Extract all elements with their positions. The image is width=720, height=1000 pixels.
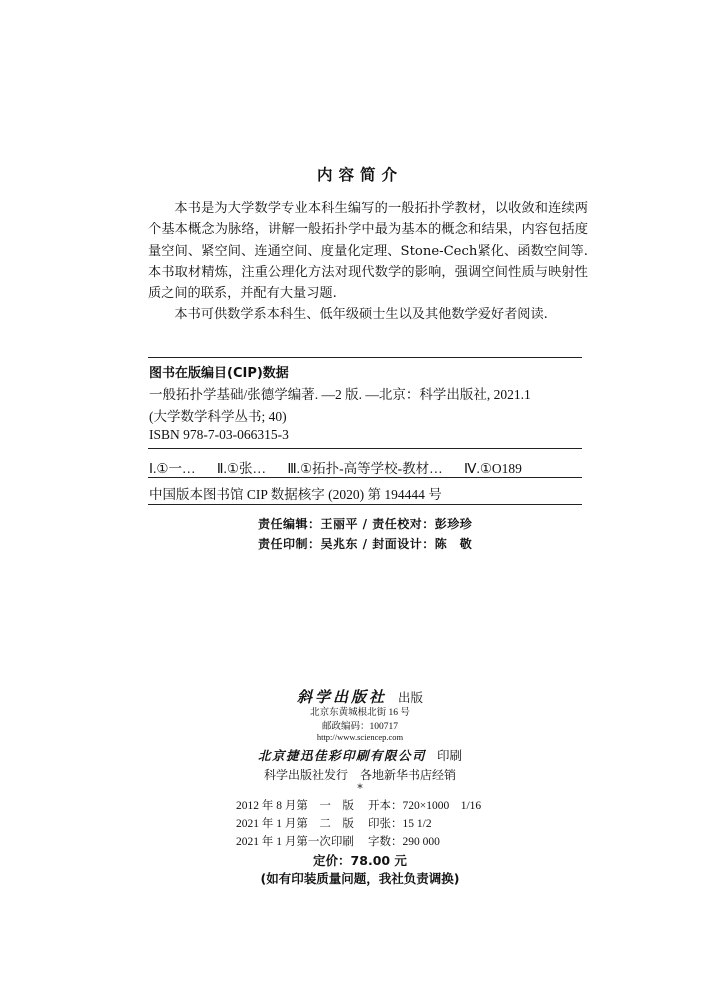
credits-production: 责任印制：吴兆东 / 封面设计：陈 敬 xyxy=(258,537,473,551)
format: 开本：720×1000 1/16 xyxy=(368,800,482,812)
specs-row-3 xyxy=(236,833,440,849)
cip-heading: 图书在版编目(CIP)数据 xyxy=(149,366,289,381)
printing: 2021 年 1 月第一次印刷 xyxy=(236,836,354,848)
specs-row-2 xyxy=(236,815,432,831)
quality-note: (如有印装质量问题，我社负责调换) xyxy=(260,871,460,886)
price: 定价：78.00 元 xyxy=(313,853,407,868)
cip-bottom-rule xyxy=(148,504,582,505)
cip-class-2: Ⅱ.①张… xyxy=(216,461,266,476)
cip-class-1: Ⅰ.①一… xyxy=(149,461,196,476)
sheets: 印张：15 1/2 xyxy=(368,818,432,830)
edition-2: 2021 年 1 月第 二 版 xyxy=(236,818,354,830)
publisher-address: 北京东黄城根北街 16 号 xyxy=(310,708,410,718)
summary-title: 内容简介 xyxy=(316,166,403,184)
publisher-website: http://www.sciencep.com xyxy=(316,732,404,742)
publisher-suffix: 出版 xyxy=(398,690,424,705)
cip-class-3: Ⅲ.①拓扑-高等学校-教材… xyxy=(287,461,443,476)
cip-isbn: ISBN 978-7-03-066315-3 xyxy=(149,427,289,442)
cip-line-1: 一般拓扑学基础/张德学编著. —2 版. —北京：科学出版社, 2021.1 xyxy=(149,387,531,402)
cip-classification xyxy=(149,457,540,477)
specs-row-1 xyxy=(236,797,481,813)
distribution-line: 科学出版社发行 各地新华书店经销 xyxy=(263,768,456,782)
summary-paragraph: 本书可供数学系本科生、低年级硕士生以及其他数学爱好者阅读. xyxy=(174,307,548,323)
edition-1: 2012 年 8 月第 一 版 xyxy=(236,800,354,812)
credits-editors: 责任编辑：王丽平 / 责任校对：彭珍珍 xyxy=(258,517,473,531)
cip-middle-rule xyxy=(148,448,582,449)
printer-suffix: 印刷 xyxy=(437,748,463,763)
publisher-logo-text: 斜学出版社 xyxy=(296,688,387,706)
printer-line xyxy=(0,745,720,764)
summary-text xyxy=(148,198,588,326)
cip-record: 中国版本图书馆 CIP 数据核字 (2020) 第 194444 号 xyxy=(149,487,442,502)
cip-lower-rule xyxy=(148,477,582,478)
separator-star: * xyxy=(357,782,363,795)
printer-name: 北京捷迅佳彩印刷有限公司 xyxy=(257,748,426,763)
cip-series: (大学数学科学丛书; 40) xyxy=(149,409,287,424)
cip-class-4: Ⅳ.①O189 xyxy=(464,461,522,476)
summary-paragraph: 本书是为大学数学专业本科生编写的一般拓扑学教材，以收敛和连续两个基本概念为脉络，讲解一般拓扑学中最为基本的概念和结果，内容包括度量空间、紧空间、连通空间、度量化定理、Stone-Cech紧化、函数空间等. 本书取材精炼，注重公理化方法对现代数学的影响，强调空间性质与映射性质之间的联系，并配有大量习题. xyxy=(148,201,588,302)
publisher-postcode: 邮政编码：100717 xyxy=(321,722,398,732)
cip-top-rule xyxy=(148,357,582,358)
word-count: 字数：290 000 xyxy=(368,836,440,848)
